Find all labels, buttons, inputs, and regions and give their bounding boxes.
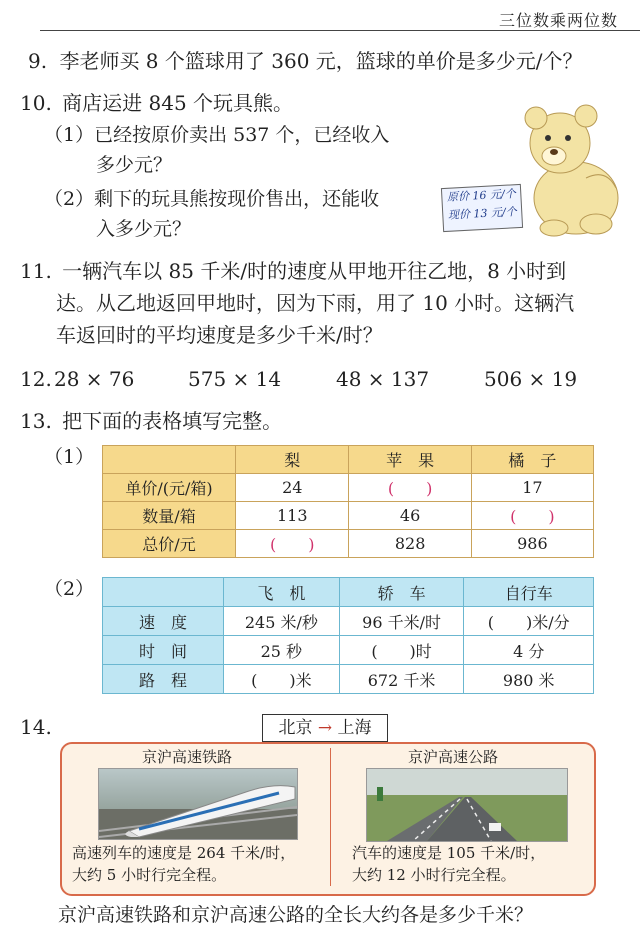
highway-icon xyxy=(367,769,567,841)
question-11 xyxy=(20,256,566,286)
table-row xyxy=(103,530,594,558)
table-cell: 113 xyxy=(236,502,349,530)
q12-item: 48 × 137 xyxy=(336,367,430,391)
original-price: 原价 16 元/个 xyxy=(446,187,516,204)
table-row xyxy=(103,474,594,502)
row-header: 数量/箱 xyxy=(103,502,236,530)
row-header: 路 程 xyxy=(103,665,224,694)
q12-item: 575 × 14 xyxy=(188,367,282,391)
column-header: 飞 机 xyxy=(224,578,340,607)
q13-text: 把下面的表格填写完整。 xyxy=(62,409,283,433)
table-cell: 986 xyxy=(471,530,593,558)
table-row xyxy=(103,607,594,636)
table-header-row xyxy=(103,578,594,607)
page-header xyxy=(0,0,640,32)
column-header: 橘 子 xyxy=(471,446,593,474)
answer-blank[interactable]: ( ) xyxy=(349,474,471,502)
table-row xyxy=(103,665,594,694)
table-row xyxy=(103,502,594,530)
speed-table xyxy=(102,577,594,694)
table-cell: 828 xyxy=(349,530,471,558)
highway-speed: 汽车的速度是 105 千米/时， xyxy=(352,844,546,862)
q12-item: 506 × 19 xyxy=(484,367,578,391)
price-sign xyxy=(441,184,523,232)
railway-title: 京沪高速铁路 xyxy=(142,748,233,766)
table-cell: 17 xyxy=(471,474,593,502)
q11-line3: 车返回时的平均速度是多少千米/时？ xyxy=(56,323,383,347)
answer-blank[interactable]: ( )米/分 xyxy=(464,607,594,636)
answer-blank[interactable]: ( ) xyxy=(471,502,593,530)
q9-number: 9. xyxy=(28,49,48,73)
table-cell: 245 米/秒 xyxy=(224,607,340,636)
answer-blank[interactable]: ( )时 xyxy=(339,636,464,665)
row-header: 单价/(元/箱) xyxy=(103,474,236,502)
railway-speed: 高速列车的速度是 264 千米/时， xyxy=(72,844,296,862)
chapter-title: 三位数乘两位数 xyxy=(498,11,618,30)
table-cell: 96 千米/时 xyxy=(339,607,464,636)
row-header: 时 间 xyxy=(103,636,224,665)
table-cell: 4 分 xyxy=(464,636,594,665)
table-cell: 672 千米 xyxy=(339,665,464,694)
highway-title: 京沪高速公路 xyxy=(408,748,499,766)
column-header: 苹 果 xyxy=(349,446,471,474)
question-13 xyxy=(20,406,282,436)
table-header-row xyxy=(103,446,594,474)
q9-text: 李老师买 8 个篮球用了 360 元，篮球的单价是多少元/个？ xyxy=(59,49,583,73)
q10-part1-line1: （1）已经按原价卖出 537 个，已经收入 xyxy=(44,124,390,146)
panel-divider xyxy=(330,748,331,886)
row-header: 速 度 xyxy=(103,607,224,636)
question-9 xyxy=(28,46,583,76)
q10-number: 10. xyxy=(20,91,52,115)
answer-blank[interactable]: ( ) xyxy=(236,530,349,558)
current-price: 现价 13 元/个 xyxy=(447,205,517,222)
column-header: 自行车 xyxy=(464,578,594,607)
q14-question: 京沪高速铁路和京沪高速公路的全长大约各是多少千米？ xyxy=(58,904,534,926)
q11-line1: 一辆汽车以 85 千米/时的速度从甲地开往乙地，8 小时到 xyxy=(62,259,567,283)
table-corner xyxy=(103,578,224,607)
q10-part2-line2: 入多少元？ xyxy=(96,218,192,240)
unit-price-table xyxy=(102,445,594,558)
column-header: 轿 车 xyxy=(339,578,464,607)
railway-time: 大约 5 小时行完全程。 xyxy=(72,866,227,884)
q10-part1-line2: 多少元？ xyxy=(96,154,173,176)
q14-number: 14. xyxy=(20,715,52,739)
table-row xyxy=(103,636,594,665)
table1-label: （1） xyxy=(44,446,95,468)
q11-number: 11. xyxy=(20,259,52,283)
q12-number: 12. xyxy=(20,367,52,391)
row-header: 总价/元 xyxy=(103,530,236,558)
table-cell: 24 xyxy=(236,474,349,502)
route-to: 上海 xyxy=(337,718,372,738)
railway-description xyxy=(72,842,295,886)
high-speed-train-icon xyxy=(99,769,297,839)
table-corner xyxy=(103,446,236,474)
highway-photo xyxy=(366,768,568,842)
q11-line2: 达。从乙地返回甲地时，因为下雨，用了 10 小时。这辆汽 xyxy=(56,291,575,315)
column-header: 梨 xyxy=(236,446,349,474)
table2-label: （2） xyxy=(44,578,95,600)
route-from: 北京 xyxy=(278,718,313,738)
q10-text: 商店运进 845 个玩具熊。 xyxy=(62,91,294,115)
highway-time: 大约 12 小时行完全程。 xyxy=(352,866,516,884)
q10-part2-line1: （2）剩下的玩具熊按现价售出，还能收 xyxy=(44,188,380,210)
question-10 xyxy=(20,88,293,118)
q12-item: 28 × 76 xyxy=(54,367,135,391)
train-photo xyxy=(98,768,298,840)
table-cell: 25 秒 xyxy=(224,636,340,665)
q13-number: 13. xyxy=(20,409,52,433)
highway-description xyxy=(352,842,545,886)
table-cell: 46 xyxy=(349,502,471,530)
table-cell: 980 米 xyxy=(464,665,594,694)
arrow-right-icon: → xyxy=(317,718,333,738)
answer-blank[interactable]: ( )米 xyxy=(224,665,340,694)
route-label xyxy=(262,714,388,742)
